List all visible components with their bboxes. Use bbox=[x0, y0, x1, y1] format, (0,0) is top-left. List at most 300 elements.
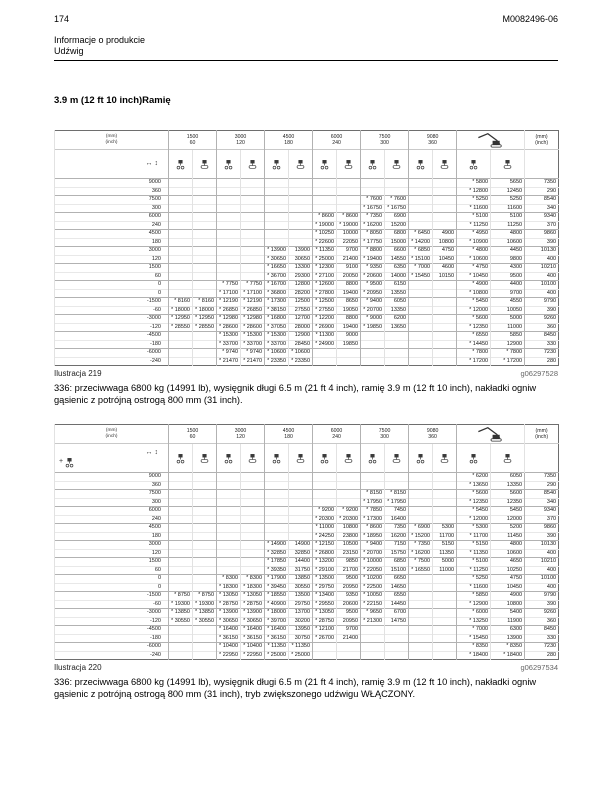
capacity-cell: * 12190 bbox=[217, 298, 241, 307]
table-row bbox=[55, 515, 559, 524]
table-row bbox=[55, 349, 559, 358]
max-reach-cell: * 11250 bbox=[457, 221, 491, 230]
capacity-cell bbox=[289, 221, 313, 230]
capacity-cell bbox=[433, 481, 457, 490]
height-label: 4500 bbox=[55, 230, 169, 239]
capacity-cell: * 20950 bbox=[361, 289, 385, 298]
capacity-cell bbox=[433, 340, 457, 349]
capacity-cell: * 14200 bbox=[409, 238, 433, 247]
capacity-cell: * 19300 bbox=[169, 600, 193, 609]
max-reach-cell: 10250 bbox=[491, 566, 525, 575]
max-reach-cell: 4750 bbox=[491, 575, 525, 584]
capacity-cell: * 10050 bbox=[361, 592, 385, 601]
capacity-cell bbox=[385, 651, 409, 660]
capacity-cell: 13550 bbox=[385, 289, 409, 298]
height-label: 0 bbox=[55, 281, 169, 290]
capacity-cell: 11000 bbox=[433, 566, 457, 575]
capacity-cell: 14900 bbox=[289, 541, 313, 550]
capacity-cell bbox=[193, 187, 217, 196]
capacity-cell: * 7600 bbox=[385, 196, 409, 205]
capacity-cell: 15200 bbox=[385, 221, 409, 230]
capacity-cell: * 12300 bbox=[313, 264, 337, 273]
capacity-cell bbox=[313, 196, 337, 205]
capacity-cell: 13650 bbox=[385, 323, 409, 332]
capacity-cell bbox=[433, 357, 457, 366]
capacity-cell: * 16200 bbox=[409, 549, 433, 558]
max-reach-cell: * 17200 bbox=[457, 357, 491, 366]
max-reach-cell: * 10450 bbox=[457, 272, 491, 281]
capacity-cell bbox=[217, 230, 241, 239]
capacity-cell: 21700 bbox=[337, 566, 361, 575]
capacity-cell bbox=[337, 357, 361, 366]
capacity-cell: * 11350 bbox=[289, 643, 313, 652]
capacity-cell: * 18950 bbox=[361, 532, 385, 541]
capacity-cell bbox=[193, 204, 217, 213]
capacity-cell: * 28750 bbox=[241, 600, 265, 609]
table-row bbox=[55, 549, 559, 558]
height-label: 120 bbox=[55, 549, 169, 558]
capacity-cell bbox=[265, 498, 289, 507]
capacity-cell bbox=[193, 498, 217, 507]
capacity-cell bbox=[409, 281, 433, 290]
capacity-cell bbox=[313, 481, 337, 490]
capacity-cell: 13900 bbox=[289, 247, 313, 256]
capacity-cell bbox=[217, 507, 241, 516]
max-reach-cell: 9790 bbox=[525, 592, 559, 601]
capacity-cell: * 37050 bbox=[265, 323, 289, 332]
capacity-cell: 23150 bbox=[337, 549, 361, 558]
table-row bbox=[55, 306, 559, 315]
capacity-cell: 9700 bbox=[337, 247, 361, 256]
capacity-cell: 13700 bbox=[289, 609, 313, 618]
max-reach-cell: * 11350 bbox=[457, 549, 491, 558]
capacity-cell bbox=[289, 238, 313, 247]
capacity-cell bbox=[217, 247, 241, 256]
max-reach-cell: 10600 bbox=[491, 238, 525, 247]
table-row bbox=[55, 541, 559, 550]
units-label: (mm) (inch) bbox=[55, 425, 169, 444]
height-label: 0 bbox=[55, 575, 169, 584]
max-reach-cell: * 15450 bbox=[457, 634, 491, 643]
capacity-cell: 10450 bbox=[433, 255, 457, 264]
capacity-cell bbox=[385, 187, 409, 196]
capacity-cell bbox=[409, 332, 433, 341]
capacity-cell bbox=[409, 289, 433, 298]
capacity-cell bbox=[193, 507, 217, 516]
capacity-cell: 16200 bbox=[385, 532, 409, 541]
reach-units-label: (mm) (inch) bbox=[525, 425, 559, 444]
capacity-cell bbox=[409, 213, 433, 222]
capacity-cell: 10800 bbox=[433, 238, 457, 247]
load-height-icon: ↕ bbox=[154, 448, 158, 456]
capacity-cell: * 8300 bbox=[217, 575, 241, 584]
capacity-cell bbox=[265, 221, 289, 230]
capacity-cell bbox=[169, 643, 193, 652]
max-reach-cell: 10450 bbox=[491, 583, 525, 592]
capacity-cell bbox=[433, 179, 457, 188]
max-reach-cell: * 11250 bbox=[457, 566, 491, 575]
reach-units-label: (mm) (inch) bbox=[525, 131, 559, 150]
capacity-cell bbox=[217, 498, 241, 507]
capacity-cell: * 8750 bbox=[169, 592, 193, 601]
max-reach-cell: 8540 bbox=[525, 490, 559, 499]
capacity-cell bbox=[265, 238, 289, 247]
table-row bbox=[55, 592, 559, 601]
capacity-cell bbox=[193, 490, 217, 499]
max-reach-cell: 7230 bbox=[525, 349, 559, 358]
heavy-lift-mode-icon: + bbox=[55, 457, 168, 468]
capacity-cell bbox=[409, 626, 433, 635]
height-label: 3000 bbox=[55, 247, 169, 256]
capacity-cell bbox=[241, 515, 265, 524]
capacity-cell bbox=[409, 357, 433, 366]
capacity-cell: * 39700 bbox=[265, 617, 289, 626]
capacity-cell bbox=[433, 583, 457, 592]
max-reach-cell: 390 bbox=[525, 238, 559, 247]
capacity-cell bbox=[433, 204, 457, 213]
capacity-cell: * 38150 bbox=[265, 306, 289, 315]
capacity-cell: * 20600 bbox=[361, 272, 385, 281]
capacity-cell: * 8300 bbox=[241, 575, 265, 584]
table-row bbox=[55, 617, 559, 626]
capacity-cell bbox=[265, 196, 289, 205]
capacity-cell: * 28550 bbox=[169, 323, 193, 332]
capacity-cell: * 9740 bbox=[217, 349, 241, 358]
max-reach-cell: 10210 bbox=[525, 558, 559, 567]
max-reach-cell: 5400 bbox=[491, 609, 525, 618]
load-radius-icon: ↔ bbox=[145, 160, 153, 167]
max-reach-cell: 340 bbox=[525, 204, 559, 213]
max-reach-cell: 5450 bbox=[491, 507, 525, 516]
max-reach-cell: * 18400 bbox=[491, 651, 525, 660]
capacity-cell bbox=[433, 473, 457, 482]
max-reach-cell: * 4950 bbox=[457, 230, 491, 239]
capacity-cell: 19850 bbox=[337, 340, 361, 349]
illustration-code: g06297534 bbox=[520, 663, 558, 672]
capacity-cell: * 20300 bbox=[337, 515, 361, 524]
capacity-cell: 7150 bbox=[385, 541, 409, 550]
capacity-cell: * 16400 bbox=[241, 626, 265, 635]
capacity-cell bbox=[241, 230, 265, 239]
capacity-cell bbox=[385, 357, 409, 366]
capacity-cell: * 17950 bbox=[385, 498, 409, 507]
table-row bbox=[55, 651, 559, 660]
capacity-cell bbox=[313, 357, 337, 366]
height-label: -240 bbox=[55, 357, 169, 366]
load-height-icon: ↕ bbox=[154, 160, 158, 167]
lift-over-front-icon bbox=[409, 150, 433, 179]
capacity-cell bbox=[217, 213, 241, 222]
table-row bbox=[55, 575, 559, 584]
capacity-cell: * 9400 bbox=[361, 298, 385, 307]
capacity-cell: 15750 bbox=[385, 549, 409, 558]
capacity-cell: * 14900 bbox=[265, 541, 289, 550]
max-reach-cell: * 7000 bbox=[457, 626, 491, 635]
capacity-cell bbox=[385, 179, 409, 188]
capacity-cell: * 12150 bbox=[313, 541, 337, 550]
capacity-cell bbox=[433, 490, 457, 499]
max-reach-cell: 13900 bbox=[491, 634, 525, 643]
capacity-cell: 29300 bbox=[289, 272, 313, 281]
capacity-cell: 20600 bbox=[337, 600, 361, 609]
height-label: 300 bbox=[55, 498, 169, 507]
max-reach-cell: * 6000 bbox=[457, 609, 491, 618]
lift-chart-1-container bbox=[54, 130, 558, 366]
capacity-cell: * 7750 bbox=[241, 281, 265, 290]
capacity-cell bbox=[385, 481, 409, 490]
max-reach-cell: * 6200 bbox=[457, 473, 491, 482]
max-reach-cell: 390 bbox=[525, 600, 559, 609]
height-label: -120 bbox=[55, 617, 169, 626]
capacity-cell bbox=[265, 473, 289, 482]
capacity-cell bbox=[193, 626, 217, 635]
capacity-cell bbox=[217, 179, 241, 188]
table-row bbox=[55, 323, 559, 332]
capacity-cell: * 21470 bbox=[217, 357, 241, 366]
max-reach-cell: 5850 bbox=[491, 332, 525, 341]
capacity-cell: 4900 bbox=[433, 230, 457, 239]
distance-header: 7500 300 bbox=[361, 425, 409, 444]
capacity-cell: 8800 bbox=[337, 281, 361, 290]
capacity-cell bbox=[409, 196, 433, 205]
table-row bbox=[55, 340, 559, 349]
capacity-cell: * 30550 bbox=[193, 617, 217, 626]
capacity-cell: * 22600 bbox=[313, 238, 337, 247]
max-reach-cell: 370 bbox=[525, 221, 559, 230]
capacity-cell: 6150 bbox=[385, 281, 409, 290]
capacity-cell bbox=[241, 481, 265, 490]
capacity-cell: * 12980 bbox=[241, 315, 265, 324]
capacity-cell: * 10600 bbox=[265, 349, 289, 358]
capacity-cell: * 19000 bbox=[313, 221, 337, 230]
max-reach-cell: * 12000 bbox=[457, 515, 491, 524]
capacity-cell: 23800 bbox=[337, 532, 361, 541]
capacity-cell: 9700 bbox=[337, 626, 361, 635]
table-row bbox=[55, 272, 559, 281]
capacity-cell bbox=[169, 507, 193, 516]
capacity-cell: 30200 bbox=[289, 617, 313, 626]
capacity-cell bbox=[409, 481, 433, 490]
max-reach-cell: 4800 bbox=[491, 230, 525, 239]
lift-over-side-icon bbox=[337, 150, 361, 179]
table-row bbox=[55, 524, 559, 533]
max-reach-cell: * 5250 bbox=[457, 196, 491, 205]
max-reach-cell: * 5850 bbox=[457, 592, 491, 601]
capacity-cell: * 30650 bbox=[217, 617, 241, 626]
capacity-cell bbox=[289, 187, 313, 196]
max-reach-cell: * 11600 bbox=[457, 204, 491, 213]
max-reach-cell: 400 bbox=[525, 549, 559, 558]
capacity-cell: * 30650 bbox=[265, 255, 289, 264]
capacity-cell bbox=[193, 558, 217, 567]
capacity-cell bbox=[433, 498, 457, 507]
max-reach-cell: 7350 bbox=[525, 473, 559, 482]
capacity-cell bbox=[361, 187, 385, 196]
max-reach-cell: 360 bbox=[525, 323, 559, 332]
capacity-cell bbox=[217, 473, 241, 482]
capacity-cell bbox=[265, 213, 289, 222]
capacity-cell bbox=[169, 651, 193, 660]
capacity-cell bbox=[361, 349, 385, 358]
capacity-cell: 28200 bbox=[289, 289, 313, 298]
breadcrumb bbox=[54, 35, 558, 57]
capacity-cell bbox=[193, 272, 217, 281]
capacity-cell: * 15300 bbox=[241, 332, 265, 341]
capacity-cell: * 29100 bbox=[313, 566, 337, 575]
capacity-cell: * 12950 bbox=[193, 315, 217, 324]
illustration-label: Ilustracja 219 bbox=[54, 369, 102, 378]
max-reach-cell: * 13650 bbox=[457, 481, 491, 490]
capacity-cell bbox=[169, 515, 193, 524]
capacity-cell bbox=[241, 541, 265, 550]
capacity-cell: 32850 bbox=[289, 549, 313, 558]
table-row bbox=[55, 473, 559, 482]
capacity-cell bbox=[169, 473, 193, 482]
max-reach-cell: 10600 bbox=[491, 549, 525, 558]
capacity-cell bbox=[409, 575, 433, 584]
capacity-cell bbox=[169, 626, 193, 635]
capacity-cell: 13300 bbox=[289, 264, 313, 273]
capacity-cell bbox=[361, 179, 385, 188]
capacity-cell bbox=[313, 179, 337, 188]
max-reach-cell: 10130 bbox=[525, 541, 559, 550]
capacity-cell bbox=[217, 541, 241, 550]
capacity-cell bbox=[169, 238, 193, 247]
capacity-cell: * 33700 bbox=[217, 340, 241, 349]
capacity-cell: * 22150 bbox=[361, 600, 385, 609]
capacity-cell: * 25000 bbox=[289, 651, 313, 660]
max-reach-cell: * 13250 bbox=[457, 617, 491, 626]
capacity-cell bbox=[337, 490, 361, 499]
capacity-cell bbox=[241, 532, 265, 541]
capacity-cell bbox=[361, 634, 385, 643]
capacity-cell: * 12190 bbox=[241, 298, 265, 307]
capacity-cell bbox=[289, 532, 313, 541]
max-reach-cell: * 7800 bbox=[457, 349, 491, 358]
page-header bbox=[54, 14, 558, 24]
lift-over-side-icon bbox=[241, 150, 265, 179]
capacity-cell bbox=[337, 651, 361, 660]
capacity-cell: * 12980 bbox=[217, 315, 241, 324]
table-row bbox=[55, 558, 559, 567]
height-label: -60 bbox=[55, 600, 169, 609]
section-heading: 3.9 m (12 ft 10 inch)Ramię bbox=[54, 95, 171, 106]
capacity-cell: * 12100 bbox=[313, 626, 337, 635]
capacity-cell: 6800 bbox=[385, 230, 409, 239]
capacity-cell bbox=[169, 532, 193, 541]
height-label: 240 bbox=[55, 515, 169, 524]
capacity-cell bbox=[169, 264, 193, 273]
max-reach-cell: 4550 bbox=[491, 298, 525, 307]
capacity-cell: * 8600 bbox=[337, 213, 361, 222]
lift-over-side-icon bbox=[491, 444, 525, 473]
table-row bbox=[55, 230, 559, 239]
capacity-cell bbox=[265, 515, 289, 524]
capacity-cell bbox=[193, 473, 217, 482]
max-reach-cell: 13350 bbox=[491, 481, 525, 490]
capacity-cell bbox=[193, 549, 217, 558]
capacity-cell bbox=[433, 289, 457, 298]
capacity-cell bbox=[241, 221, 265, 230]
capacity-cell bbox=[433, 643, 457, 652]
max-reach-cell: 390 bbox=[525, 306, 559, 315]
max-reach-cell: 7350 bbox=[525, 179, 559, 188]
capacity-cell bbox=[241, 558, 265, 567]
capacity-cell: 8800 bbox=[337, 315, 361, 324]
height-label: 6000 bbox=[55, 507, 169, 516]
capacity-cell bbox=[409, 651, 433, 660]
capacity-cell bbox=[265, 204, 289, 213]
capacity-cell bbox=[337, 473, 361, 482]
capacity-cell: * 26850 bbox=[217, 306, 241, 315]
capacity-cell: * 26900 bbox=[313, 323, 337, 332]
max-reach-cell: * 4750 bbox=[457, 264, 491, 273]
max-reach-cell: 6050 bbox=[491, 473, 525, 482]
capacity-cell: * 18000 bbox=[265, 609, 289, 618]
table-row bbox=[55, 507, 559, 516]
max-reach-cell: 11250 bbox=[491, 221, 525, 230]
max-reach-cell: * 4900 bbox=[457, 281, 491, 290]
height-label: -6000 bbox=[55, 349, 169, 358]
illustration-label: Ilustracja 220 bbox=[54, 663, 102, 672]
capacity-cell: 10150 bbox=[433, 272, 457, 281]
capacity-cell bbox=[217, 264, 241, 273]
max-reach-cell: * 5300 bbox=[457, 524, 491, 533]
capacity-cell: 20950 bbox=[337, 583, 361, 592]
max-reach-cell: * 5600 bbox=[457, 315, 491, 324]
height-label: -60 bbox=[55, 306, 169, 315]
max-reach-cell: 400 bbox=[525, 583, 559, 592]
capacity-cell bbox=[265, 490, 289, 499]
capacity-cell bbox=[385, 340, 409, 349]
capacity-cell: * 11000 bbox=[313, 524, 337, 533]
capacity-cell bbox=[169, 255, 193, 264]
capacity-cell: 13850 bbox=[289, 575, 313, 584]
capacity-cell bbox=[169, 558, 193, 567]
capacity-cell bbox=[217, 566, 241, 575]
max-reach-cell: * 10800 bbox=[457, 289, 491, 298]
capacity-cell: 6350 bbox=[385, 264, 409, 273]
capacity-cell bbox=[289, 213, 313, 222]
capacity-cell bbox=[193, 230, 217, 239]
capacity-cell: 6600 bbox=[385, 247, 409, 256]
distance-header: 3000 120 bbox=[217, 131, 265, 150]
max-reach-cell: 10100 bbox=[525, 575, 559, 584]
capacity-cell: * 13050 bbox=[241, 592, 265, 601]
figure-2 bbox=[54, 424, 558, 700]
capacity-cell bbox=[337, 481, 361, 490]
capacity-cell bbox=[193, 541, 217, 550]
capacity-cell: * 40900 bbox=[265, 600, 289, 609]
height-label: 360 bbox=[55, 481, 169, 490]
capacity-cell: * 39450 bbox=[265, 583, 289, 592]
max-reach-cell: * 12350 bbox=[457, 498, 491, 507]
lift-over-front-icon bbox=[265, 444, 289, 473]
max-reach-cell: * 5600 bbox=[457, 490, 491, 499]
capacity-cell bbox=[217, 255, 241, 264]
capacity-cell: * 16200 bbox=[361, 221, 385, 230]
capacity-cell: * 16700 bbox=[265, 281, 289, 290]
capacity-cell bbox=[409, 179, 433, 188]
distance-header: 4500 180 bbox=[265, 425, 313, 444]
capacity-cell bbox=[433, 332, 457, 341]
max-reach-cell: 4650 bbox=[491, 558, 525, 567]
capacity-cell: 9850 bbox=[337, 558, 361, 567]
table-row bbox=[55, 213, 559, 222]
max-reach-cell: 390 bbox=[525, 532, 559, 541]
capacity-cell bbox=[289, 481, 313, 490]
capacity-cell: * 12500 bbox=[313, 298, 337, 307]
